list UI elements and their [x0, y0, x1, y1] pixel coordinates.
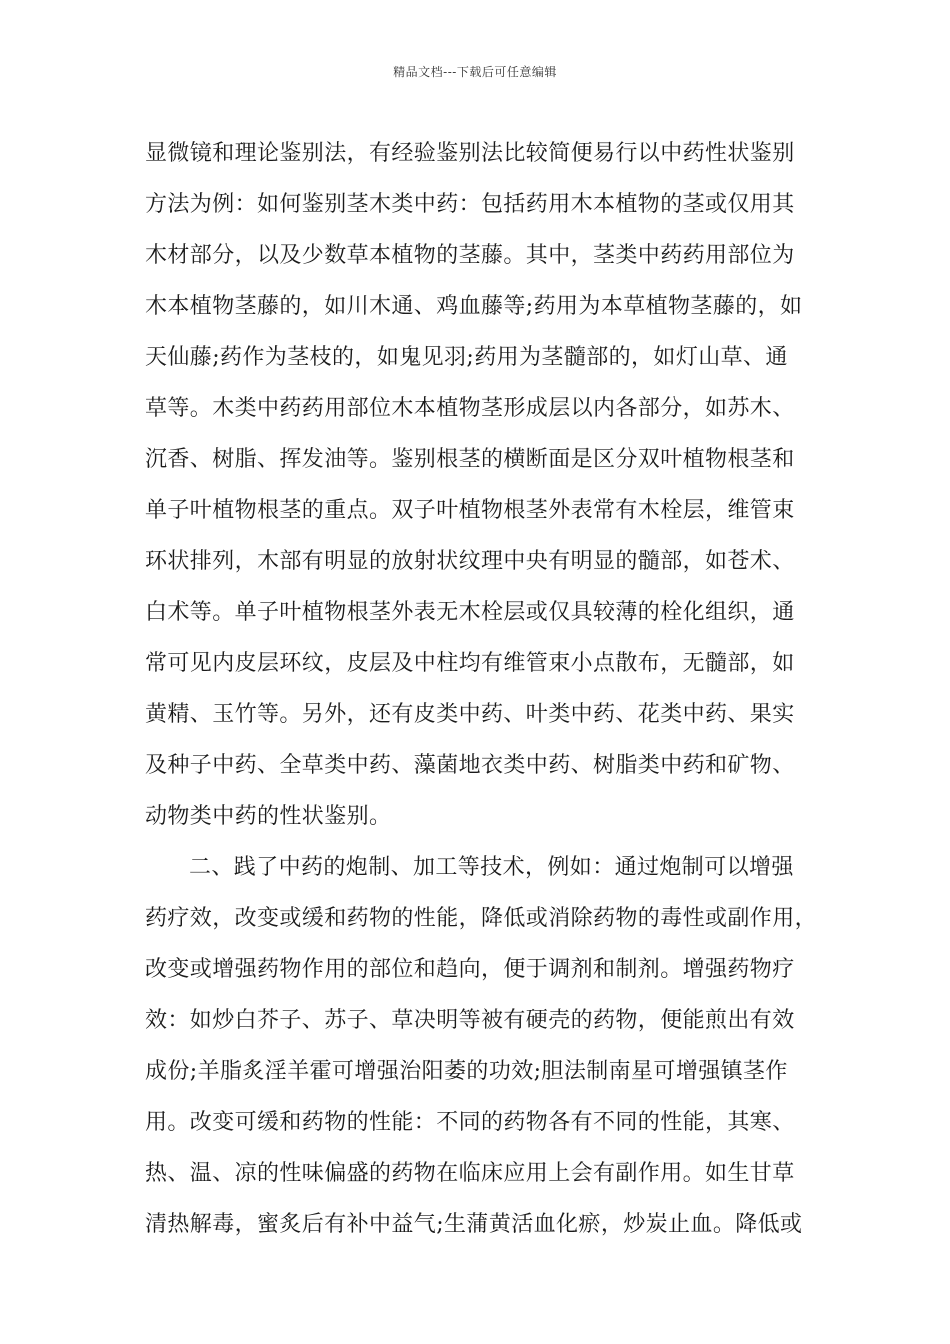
- text-line: 沉香、树脂、挥发油等。鉴别根茎的横断面是区分双叶植物根茎和: [145, 447, 795, 472]
- text-line: 及种子中药、全草类中药、藻菌地衣类中药、树脂类中药和矿物、: [145, 753, 795, 778]
- text-line: 药疗效，改变或缓和药物的性能，降低或消除药物的毒性或副作用，: [145, 906, 818, 931]
- text-line: 动物类中药的性状鉴别。: [145, 804, 392, 829]
- text-line: 单子叶植物根茎的重点。双子叶植物根茎外表常有木栓层，维管束: [145, 498, 795, 523]
- text-line: 天仙藤;药作为茎枝的，如鬼见羽;药用为茎髓部的，如灯山草、通: [145, 345, 788, 370]
- text-line: 改变或增强药物作用的部位和趋向，便于调剂和制剂。增强药物疗: [145, 957, 795, 982]
- text-line: 成份;羊脂炙淫羊霍可增强治阳萎的功效;胆法制南星可增强镇茎作: [145, 1059, 788, 1084]
- text-line: 环状排列，木部有明显的放射状纹理中央有明显的髓部，如苍术、: [145, 549, 795, 574]
- text-line: 显微镜和理论鉴别法，有经验鉴别法比较简便易行以中药性状鉴别: [145, 141, 795, 166]
- body-text: [145, 128, 825, 1250]
- text-line: 清热解毒，蜜炙后有补中益气;生蒲黄活血化瘀，炒炭止血。降低或: [145, 1212, 803, 1237]
- text-line: 草等。木类中药药用部位木本植物茎形成层以内各部分，如苏木、: [145, 396, 795, 421]
- paragraph-start-line: 二、践了中药的炮制、加工等技术，例如：通过炮制可以增强: [189, 855, 794, 880]
- text-line: 常可见内皮层环纹，皮层及中柱均有维管束小点散布，无髓部，如: [145, 651, 795, 676]
- page-header: 精品文档---下载后可任意编辑: [393, 65, 557, 79]
- text-line: 木材部分，以及少数草本植物的茎藤。其中，茎类中药药用部位为: [145, 243, 795, 268]
- text-line: 黄精、玉竹等。另外，还有皮类中药、叶类中药、花类中药、果实: [145, 702, 795, 727]
- text-line: 方法为例：如何鉴别茎木类中药：包括药用木本植物的茎或仅用其: [145, 192, 795, 217]
- text-line: 效：如炒白芥子、苏子、草决明等被有硬壳的药物，便能煎出有效: [145, 1008, 795, 1033]
- text-line: 用。改变可缓和药物的性能：不同的药物各有不同的性能，其寒、: [145, 1110, 795, 1135]
- text-line: 热、温、凉的性味偏盛的药物在临床应用上会有副作用。如生甘草: [145, 1161, 795, 1186]
- text-line: 木本植物茎藤的，如川木通、鸡血藤等;药用为本草植物茎藤的，如: [145, 294, 803, 319]
- text-line: 白术等。单子叶植物根茎外表无木栓层或仅具较薄的栓化组织，通: [145, 600, 795, 625]
